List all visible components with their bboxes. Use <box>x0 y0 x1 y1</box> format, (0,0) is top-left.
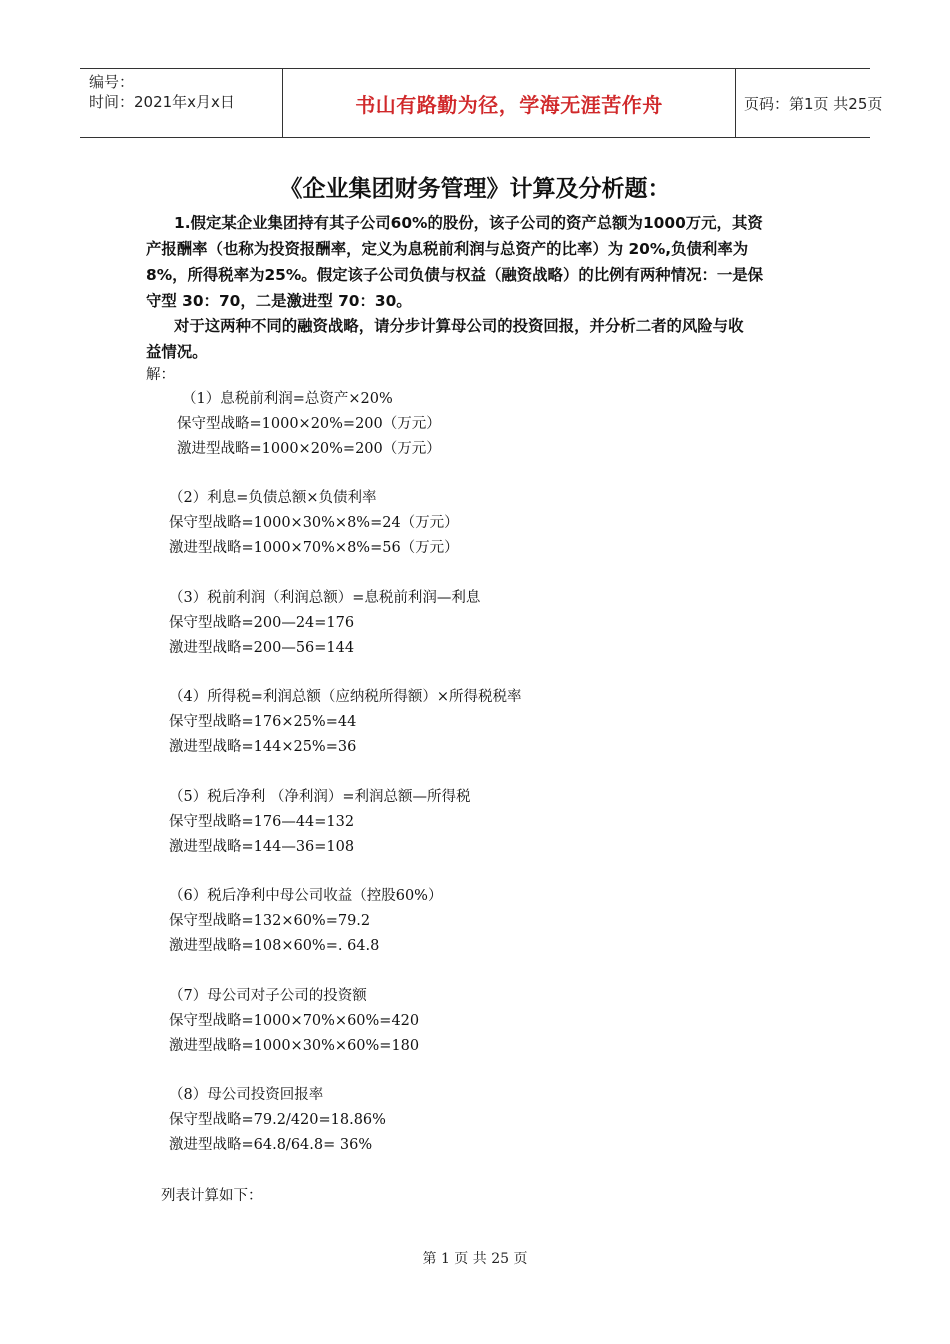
question-line: 守型 30：70，二是激进型 70：30。 <box>146 292 412 310</box>
page-footer: 第 1 页 共 25 页 <box>422 1251 528 1267</box>
step-conservative: 保守型战略=200—24=176 <box>169 615 355 631</box>
document-number-label: 编号： <box>89 73 135 91</box>
page-title: 《企业集团财务管理》计算及分析题： <box>279 176 671 202</box>
question-line: 8%，所得税率为25%。假定该子公司负债与权益（融资战略）的比例有两种情况：一是保 <box>146 266 764 284</box>
header-motto-cell <box>282 69 736 137</box>
header-left-cell <box>80 69 282 137</box>
question-line: 益情况。 <box>146 343 208 361</box>
step-conservative: 保守型战略=1000×70%×60%=420 <box>169 1013 420 1029</box>
solution-label: 解： <box>146 367 175 383</box>
header-page-info: 页码：第1页 共25页 <box>744 94 883 113</box>
step-aggressive: 激进型战略=1000×70%×8%=56（万元） <box>169 540 459 556</box>
document-date: 时间：2021年x月x日 <box>89 93 235 111</box>
step-conservative: 保守型战略=176×25%=44 <box>169 714 357 730</box>
step-conservative: 保守型战略=1000×20%=200（万元） <box>177 416 441 432</box>
table-intro: 列表计算如下： <box>161 1188 263 1204</box>
question-line: 对于这两种不同的融资战略，请分步计算母公司的投资回报，并分析二者的风险与收 <box>174 317 744 335</box>
step-heading: （1）息税前利润=总资产×20% <box>182 391 393 407</box>
header-motto: 书山有路勤为径，学海无涯苦作舟 <box>355 92 663 117</box>
step-heading: （6）税后净利中母公司收益（控股60%） <box>169 888 443 904</box>
step-aggressive: 激进型战略=1000×20%=200（万元） <box>177 441 441 457</box>
step-aggressive: 激进型战略=1000×30%×60%=180 <box>169 1038 420 1054</box>
step-heading: （5）税后净利 （净利润）=利润总额—所得税 <box>169 789 471 805</box>
step-heading: （3）税前利润（利润总额）=息税前利润—利息 <box>169 590 481 606</box>
step-conservative: 保守型战略=132×60%=79.2 <box>169 913 371 929</box>
header-page-cell <box>736 69 883 137</box>
step-conservative: 保守型战略=176—44=132 <box>169 814 355 830</box>
step-conservative: 保守型战略=1000×30%×8%=24（万元） <box>169 515 459 531</box>
step-aggressive: 激进型战略=144×25%=36 <box>169 739 357 755</box>
document-header <box>80 68 883 138</box>
question-line: 产报酬率（也称为投资报酬率，定义为息税前利润与总资产的比率）为 20%,负债利率为 <box>146 240 749 258</box>
step-aggressive: 激进型战略=108×60%=. 64.8 <box>169 938 380 954</box>
step-heading: （8）母公司投资回报率 <box>169 1087 324 1103</box>
question-line: 1.假定某企业集团持有其子公司60%的股份，该子公司的资产总额为1000万元，其资 <box>174 214 763 232</box>
step-aggressive: 激进型战略=200—56=144 <box>169 640 355 656</box>
step-heading: （2）利息=负债总额×负债利率 <box>169 490 377 506</box>
step-heading: （7）母公司对子公司的投资额 <box>169 988 367 1004</box>
step-conservative: 保守型战略=79.2/420=18.86% <box>169 1112 386 1128</box>
step-aggressive: 激进型战略=144—36=108 <box>169 839 355 855</box>
step-heading: （4）所得税=利润总额（应纳税所得额）×所得税税率 <box>169 689 522 705</box>
step-aggressive: 激进型战略=64.8/64.8= 36% <box>169 1137 373 1153</box>
